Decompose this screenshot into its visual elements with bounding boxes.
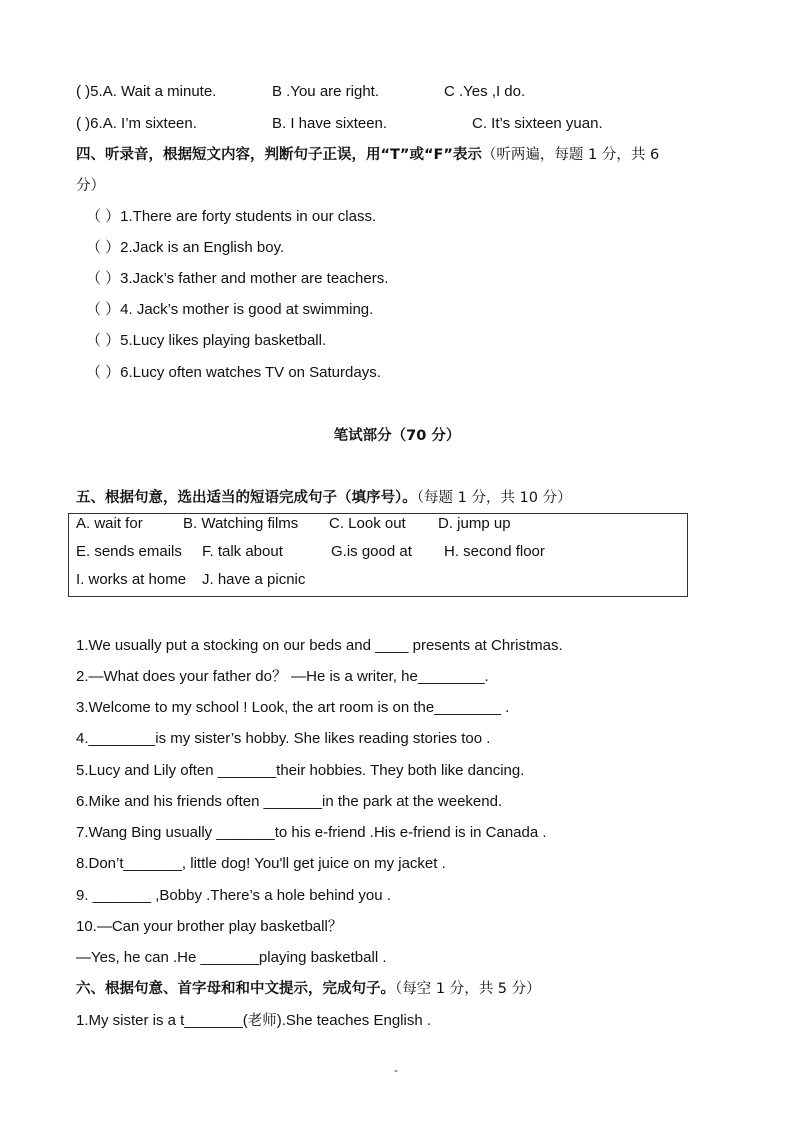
fill-sentence-2: 2.—What does your father do？ —He is a writer, he________. <box>76 668 489 685</box>
answer-paren: ( ) <box>76 115 91 132</box>
fill-sentence-7: 7.Wang Bing usually _______to his e-friend .His e-friend is in Canada . <box>76 824 547 841</box>
section4-heading-text: 四、听录音，根据短文内容，判断句子正误，用“T”或“F”表示 <box>76 147 482 163</box>
fill-sentence-5: 5.Lucy and Lily often _______their hobbies. They both like dancing. <box>76 762 525 779</box>
option-b: B. Watching films <box>183 515 299 532</box>
section4-heading <box>76 145 659 165</box>
tf-item-3: （ ）3.Jack’s father and mother are teachers. <box>86 270 389 287</box>
listening-q6 <box>76 114 603 134</box>
option-c: C. Look out <box>329 515 406 532</box>
section5-heading-text: 五、根据句意，选出适当的短语完成句子（填序号）。 <box>76 490 417 506</box>
section4-heading-note: （听两遍，每题 1 分，共 6 <box>481 147 660 163</box>
fill-sentence-6: 6.Mike and his friends often _______in the park at the weekend. <box>76 793 503 810</box>
tf-item-1: （ ）1.There are forty students in our class. <box>86 208 377 225</box>
phrase-options-box <box>68 513 688 597</box>
option-b: B. I have sixteen. <box>272 115 388 132</box>
option-f: F. talk about <box>202 543 283 560</box>
section5-heading <box>76 488 572 508</box>
fill-sentence-8: 8.Don’t_______, little dog! You'll get juice on my jacket . <box>76 855 446 872</box>
fill-sentence-3: 3.Welcome to my school ! Look, the art room is on the________ . <box>76 699 510 716</box>
option-c: C .Yes ,I do. <box>444 83 526 100</box>
section6-heading-text: 六、根据句意、首字母和和中文提示，完成句子。 <box>76 981 395 997</box>
question-number: 6. <box>90 115 103 132</box>
section6-sentence-1 <box>76 1011 431 1031</box>
section6-heading <box>76 979 541 999</box>
fill-sentence-10: 10.—Can your brother play basketball？ <box>76 918 343 935</box>
option-i: I. works at home <box>76 571 187 588</box>
option-c: C. It’s sixteen yuan. <box>472 115 603 132</box>
fill-sentence-9: 9. _______ ,Bobby .There’s a hole behind you . <box>76 887 391 904</box>
answer-paren: ( ) <box>76 83 91 100</box>
page-number-mark: - <box>394 1063 398 1077</box>
option-b: B .You are right. <box>272 83 380 100</box>
option-a: A. wait for <box>76 515 143 532</box>
option-e: E. sends emails <box>76 543 182 560</box>
sentence-text-before: 1.My sister is a t_______( <box>76 1012 248 1029</box>
sentence-text-after: ).She teaches English . <box>276 1012 432 1029</box>
written-part-title: 笔试部分（70 分） <box>333 428 461 444</box>
chinese-hint: 老师 <box>247 1013 277 1029</box>
tf-item-5: （ ）5.Lucy likes playing basketball. <box>86 332 327 349</box>
option-h: H. second floor <box>444 543 545 560</box>
option-a: A. I’m sixteen. <box>102 115 197 132</box>
option-g: G.is good at <box>331 543 412 560</box>
option-a: A. Wait a minute. <box>102 83 217 100</box>
section4-heading-note-cont: 分） <box>76 178 105 194</box>
listening-q5 <box>76 82 526 102</box>
option-d: D. jump up <box>438 515 511 532</box>
section6-heading-note: （每空 1 分，共 5 分） <box>395 981 541 997</box>
section5-heading-note: （每题 1 分，共 10 分） <box>416 490 572 506</box>
fill-sentence-4: 4.________is my sister’s hobby. She likes reading stories too . <box>76 730 491 747</box>
section4-heading-cont <box>76 176 105 196</box>
fill-sentence-1: 1.We usually put a stocking on our beds and ____ presents at Christmas. <box>76 637 563 654</box>
tf-item-6: （ ）6.Lucy often watches TV on Saturdays. <box>86 364 381 381</box>
question-number: 5. <box>90 83 103 100</box>
tf-item-4: （ ）4. Jack’s mother is good at swimming. <box>86 301 374 318</box>
tf-item-2: （ ）2.Jack is an English boy. <box>86 239 285 256</box>
option-j: J. have a picnic <box>202 571 306 588</box>
fill-sentence-10-answer: —Yes, he can .He _______playing basketball . <box>76 949 387 966</box>
